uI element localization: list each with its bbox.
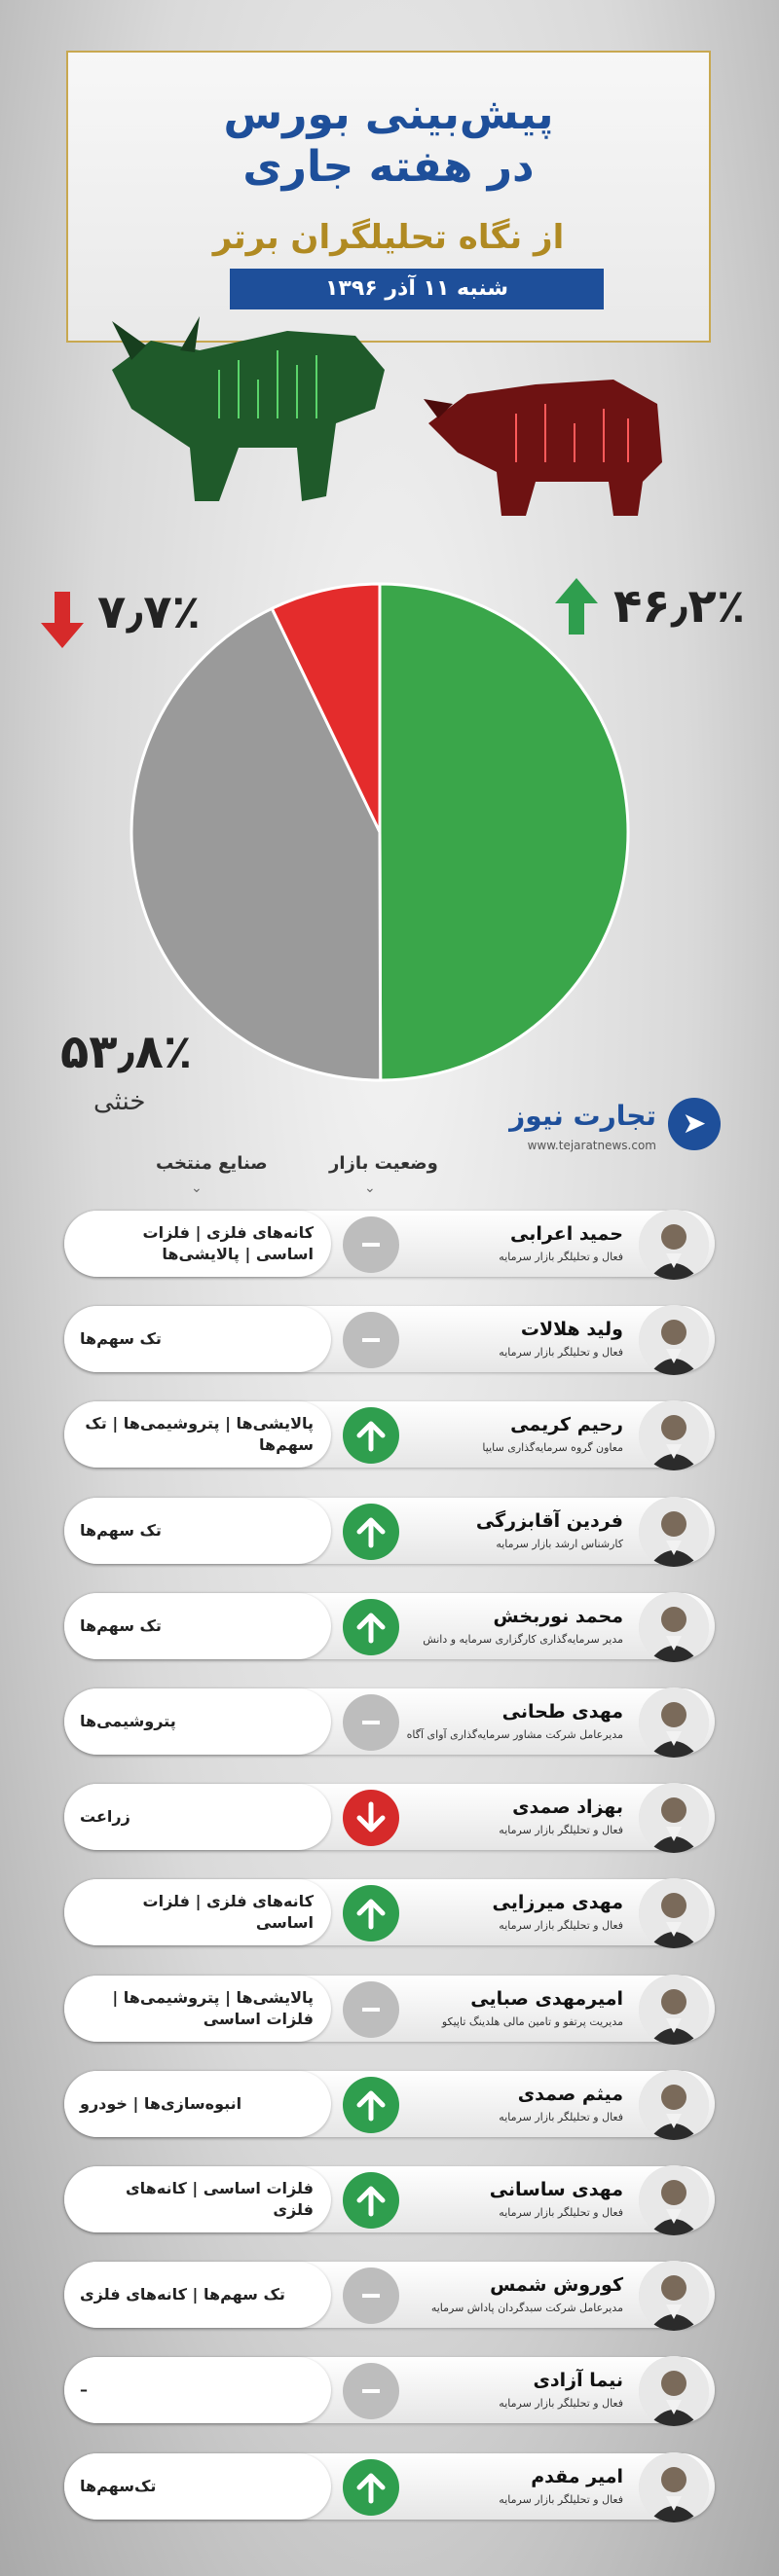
avatar	[639, 1975, 709, 2045]
analyst-name: محمد نوربخش	[493, 1605, 623, 1627]
analyst-name: نیما آزادی	[533, 2370, 623, 2392]
avatar	[639, 1687, 709, 1758]
avatar	[639, 2070, 709, 2140]
analyst-name: میثم صمدی	[517, 2083, 623, 2105]
analyst-role: کارشناس ارشد بازار سرمایه	[496, 1537, 623, 1550]
column-header-industries: صنایع منتخب	[156, 1153, 268, 1174]
analyst-role: فعال و تحلیلگر بازار سرمایه	[499, 1824, 623, 1837]
avatar	[639, 2165, 709, 2235]
analyst-row	[0, 2253, 779, 2337]
industries-pill	[64, 1688, 331, 1755]
avatar	[639, 1305, 709, 1375]
analyst-row	[0, 1680, 779, 1763]
analyst-row	[0, 1489, 779, 1573]
industries-pill	[64, 1211, 331, 1277]
analyst-row	[0, 1584, 779, 1668]
industries-text: پتروشیمی‌ها	[80, 1712, 176, 1730]
industries-text: زراعت	[80, 1807, 130, 1827]
analyst-name: بهزاد صمدی	[512, 1796, 623, 1819]
bull-illustration	[93, 302, 414, 526]
industries-pill	[64, 1784, 331, 1850]
analyst-role: فعال و تحلیلگر بازار سرمایه	[499, 2397, 623, 2411]
analyst-row	[0, 1393, 779, 1476]
avatar	[639, 2452, 709, 2522]
analyst-role: معاون گروه سرمایه‌گذاری سایپا	[482, 1441, 623, 1455]
analyst-role: فعال و تحلیلگر بازار سرمایه	[499, 2110, 623, 2123]
analyst-row	[0, 2445, 779, 2528]
analyst-name: مهدی ساسانی	[489, 2179, 623, 2200]
analyst-row	[0, 1297, 779, 1381]
brand-url: www.tejaratnews.com	[527, 1139, 656, 1152]
down-percentage: ۷٫۷٪	[97, 585, 201, 639]
industries-text: تک‌سهم‌ها	[80, 2476, 157, 2495]
industries-text: –	[80, 2380, 88, 2400]
title-line-2: در هفته جاری	[242, 142, 535, 192]
analyst-name: امیر مقدم	[531, 2465, 623, 2487]
industries-text: تک سهم‌ها	[80, 1520, 162, 1540]
bear-illustration	[419, 336, 672, 521]
analyst-row	[0, 2062, 779, 2146]
chevron-down-icon: ⌄	[191, 1180, 203, 1196]
industries-pill	[64, 1401, 331, 1468]
industries-text: کانه‌های فلزی | فلزات اساسی | پالایشی‌ها	[142, 1223, 314, 1263]
analyst-role: فعال و تحلیلگر بازار سرمایه	[499, 1251, 623, 1263]
industries-pill	[64, 1593, 331, 1659]
industries-text: انبوه‌سازی‌ها | خودرو	[80, 2093, 242, 2113]
industries-pill	[64, 2357, 331, 2423]
analyst-name: حمید اعرابی	[510, 1223, 623, 1245]
analyst-name: کوروش شمس	[490, 2274, 623, 2297]
neutral-percentage: ۵۳٫۸٪	[60, 1025, 193, 1079]
avatar	[639, 1497, 709, 1567]
industries-text: پالایشی‌ها | پتروشیمی‌ها | تک سهم‌ها	[85, 1414, 314, 1455]
analyst-role: مدیریت پرتفو و تامین مالی هلدینگ تاپیکو	[441, 2014, 623, 2028]
neutral-label: خنثی	[93, 1087, 146, 1116]
analyst-role: فعال و تحلیلگر بازار سرمایه	[499, 1919, 623, 1933]
industries-text: تک سهم‌ها	[80, 1329, 162, 1349]
analyst-role: فعال و تحلیلگر بازار سرمایه	[499, 1346, 623, 1360]
brand-mark-icon: ➤	[668, 1098, 721, 1150]
industries-text: پالایشی‌ها | پتروشیمی‌ها | فلزات اساسی	[112, 1987, 314, 2028]
avatar	[639, 1592, 709, 1662]
up-percentage: ۴۶٫۲٪	[613, 579, 746, 634]
header-panel	[66, 51, 711, 343]
industries-pill	[64, 2166, 331, 2232]
industries-text: تک سهم‌ها	[80, 1615, 162, 1635]
avatar	[639, 2356, 709, 2426]
column-header-status: وضعیت بازار	[329, 1153, 438, 1174]
analyst-name: امیرمهدی صبایی	[470, 1987, 623, 2010]
analyst-name: مهدی طحانی	[501, 1701, 623, 1723]
title-line-1: پیش‌بینی بورس	[223, 90, 554, 139]
title-line-3: از نگاه تحلیلگران برتر	[212, 218, 565, 257]
analyst-name: رحیم کریمی	[510, 1414, 623, 1436]
analyst-name: ولید هلالات	[520, 1319, 623, 1341]
industries-pill	[64, 1306, 331, 1372]
avatar	[639, 1878, 709, 1948]
avatar	[639, 2261, 709, 2331]
brand-name: تجارت نیوز	[509, 1100, 656, 1132]
industries-pill	[64, 2453, 331, 2520]
analyst-role: مدیرعامل شرکت سبدگردان پاداش سرمایه	[430, 2302, 623, 2315]
analyst-name: مهدی میرزایی	[492, 1892, 623, 1914]
industries-pill	[64, 2262, 331, 2328]
industries-text: تک سهم‌ها | کانه‌های فلزی	[80, 2285, 285, 2304]
industries-text: کانه‌های فلزی | فلزات اساسی	[142, 1892, 314, 1933]
analyst-row	[0, 1870, 779, 1954]
industries-pill	[64, 2071, 331, 2137]
analyst-role: فعال و تحلیلگر بازار سرمایه	[499, 2492, 623, 2506]
analyst-row	[0, 1967, 779, 2050]
slice-up	[380, 584, 628, 1080]
avatar	[639, 1210, 709, 1280]
analyst-row	[0, 2348, 779, 2432]
analyst-name: فردین آقابزرگی	[475, 1509, 623, 1532]
analyst-row	[0, 1775, 779, 1859]
analyst-role: مدیرعامل شرکت مشاور سرمایه‌گذاری آوای آگاه	[406, 1728, 623, 1741]
industries-text: فلزات اساسی | کانه‌های فلزی	[125, 2179, 314, 2219]
avatar	[639, 1783, 709, 1853]
industries-pill	[64, 1879, 331, 1945]
analyst-role: مدیر سرمایه‌گذاری کارگزاری سرمایه و دانش	[423, 1632, 623, 1646]
industries-pill	[64, 1498, 331, 1564]
analyst-role: فعال و تحلیلگر بازار سرمایه	[499, 2206, 623, 2219]
date-band: شنبه ۱۱ آذر ۱۳۹۶	[230, 269, 604, 309]
chevron-down-icon: ⌄	[364, 1180, 376, 1196]
arrow-down-icon	[39, 590, 86, 650]
brand-logo-block	[506, 1098, 721, 1168]
analyst-row	[0, 2158, 779, 2241]
analyst-row	[0, 1202, 779, 1286]
avatar	[639, 1400, 709, 1470]
market-pie-chart	[127, 579, 633, 1085]
industries-pill	[64, 1976, 331, 2042]
